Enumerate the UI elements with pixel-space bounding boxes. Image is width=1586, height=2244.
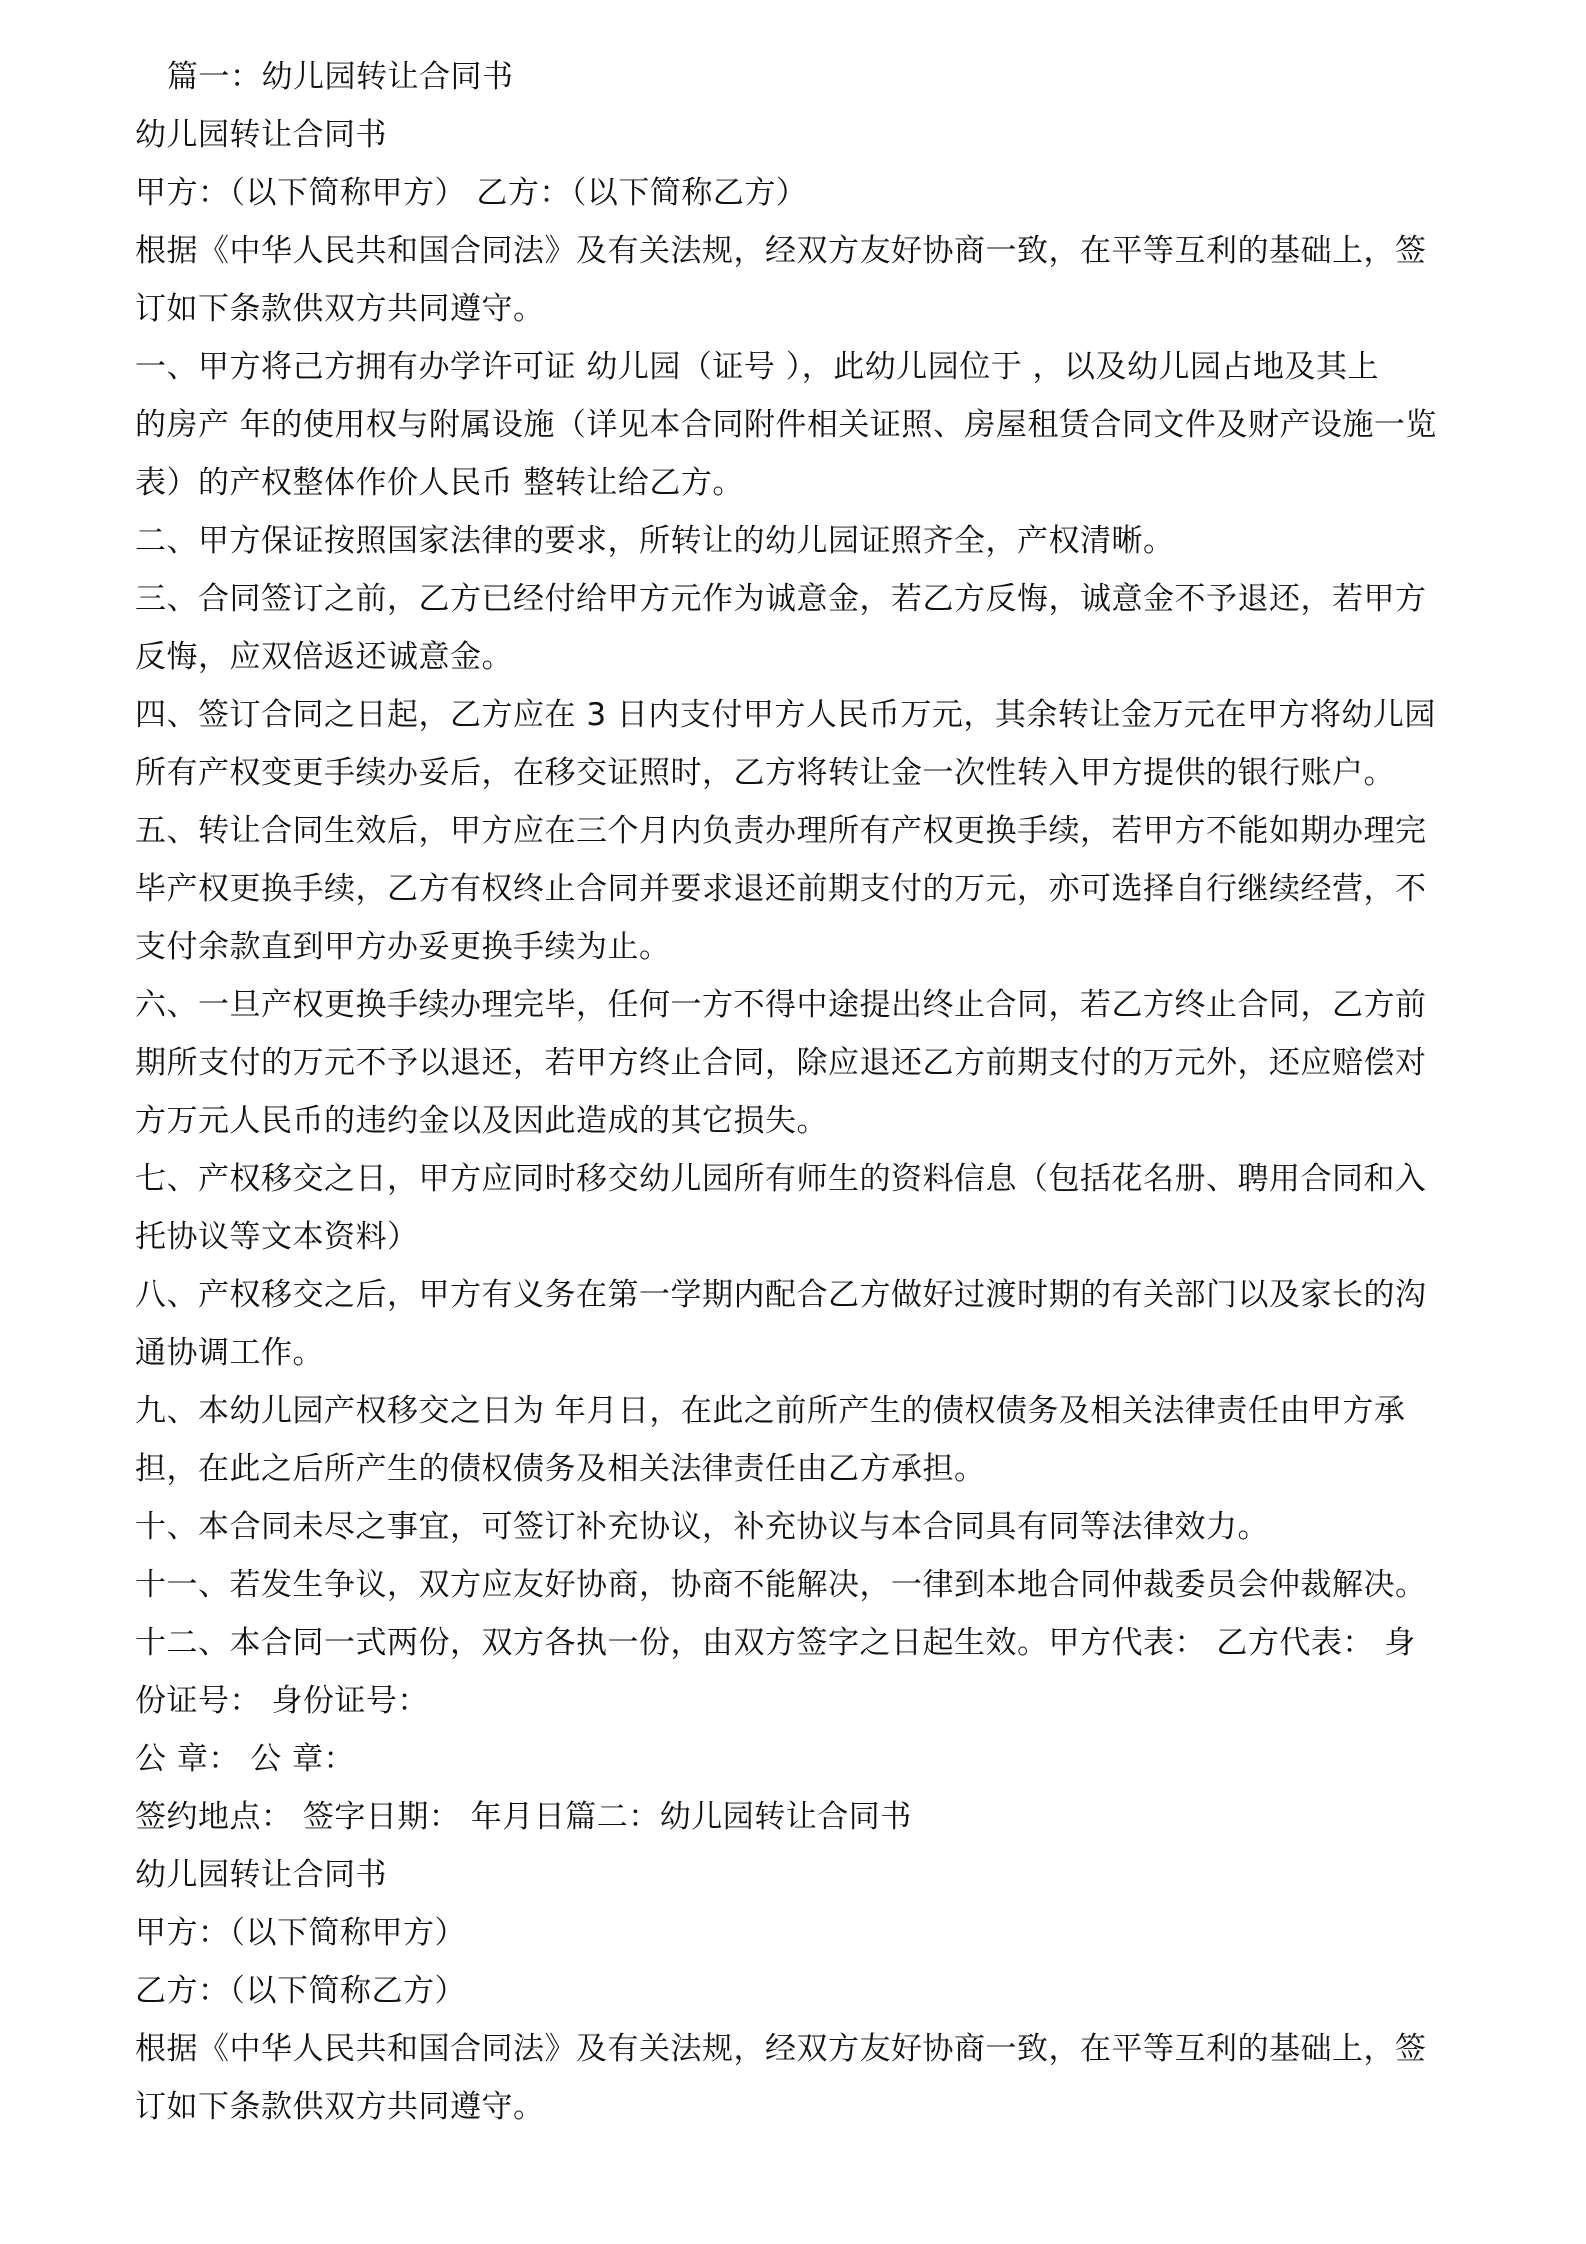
clause-6-line-1: 六、一旦产权更换手续办理完毕，任何一方不得中途提出终止合同，若乙方终止合同，乙方前 <box>135 987 1427 1023</box>
seal-line: 公 章： 公 章： <box>135 1741 356 1777</box>
clause-7-line-1: 七、产权移交之日，甲方应同时移交幼儿园所有师生的资料信息（包括花名册、聘用合同和入 <box>135 1161 1427 1197</box>
clause-6-line-2: 期所支付的万元不予以退还，若甲方终止合同，除应退还乙方前期支付的万元外，还应赔偿对 <box>135 1045 1427 1081</box>
clause-4-line-2: 所有产权变更手续办妥后，在移交证照时，乙方将转让金一次性转入甲方提供的银行账户。 <box>135 755 1395 791</box>
clause-11: 十一、若发生争议，双方应友好协商，协商不能解决，一律到本地合同仲裁委员会仲裁解决。 <box>135 1567 1427 1603</box>
clause-5-line-1: 五、转让合同生效后，甲方应在三个月内负责办理所有产权更换手续，若甲方不能如期办理完 <box>135 813 1427 849</box>
clause-5-line-3: 支付余款直到甲方办妥更换手续为止。 <box>135 929 671 965</box>
clause-8-line-2: 通协调工作。 <box>135 1335 324 1371</box>
contract-text <box>135 48 1455 2136</box>
contract-title: 幼儿园转让合同书 <box>135 117 387 153</box>
clause-12-line-1: 十二、本合同一式两份，双方各执一份，由双方签字之日起生效。甲方代表： 乙方代表： 身 <box>135 1625 1416 1661</box>
clause-7-line-2: 托协议等文本资料） <box>135 1219 419 1255</box>
party-b-line: 乙方：（以下简称乙方） <box>135 1973 466 2009</box>
clause-10: 十、本合同未尽之事宜，可签订补充协议，补充协议与本合同具有同等法律效力。 <box>135 1509 1269 1545</box>
clause-8-line-1: 八、产权移交之后，甲方有义务在第一学期内配合乙方做好过渡时期的有关部门以及家长的沟 <box>135 1277 1427 1313</box>
clause-1-line-3: 表）的产权整体作价人民币 整转让给乙方。 <box>135 465 744 501</box>
preamble-line-2: 订如下条款供双方共同遵守。 <box>135 291 545 327</box>
signing-place-date-line: 签约地点： 签字日期： 年月日篇二：幼儿园转让合同书 <box>135 1799 912 1835</box>
clause-9-line-2: 担，在此之后所产生的债权债务及相关法律责任由乙方承担。 <box>135 1451 986 1487</box>
clause-6-line-3: 方万元人民币的违约金以及因此造成的其它损失。 <box>135 1103 828 1139</box>
preamble-line-1: 根据《中华人民共和国合同法》及有关法规，经双方友好协商一致，在平等互利的基础上，签 <box>135 233 1427 269</box>
contract-title-part-two: 幼儿园转让合同书 <box>135 1857 387 1893</box>
clause-4-line-1: 四、签订合同之日起，乙方应在 3 日内支付甲方人民币万元，其余转让金万元在甲方将幼儿园 <box>135 697 1436 733</box>
clause-2: 二、甲方保证按照国家法律的要求，所转让的幼儿园证照齐全，产权清晰。 <box>135 523 1175 559</box>
preamble-part-two-line-2: 订如下条款供双方共同遵守。 <box>135 2089 545 2125</box>
clause-1-line-2: 的房产 年的使用权与附属设施（详见本合同附件相关证照、房屋租赁合同文件及财产设施一览 <box>135 407 1437 443</box>
preamble-part-two-line-1: 根据《中华人民共和国合同法》及有关法规，经双方友好协商一致，在平等互利的基础上，签 <box>135 2031 1427 2067</box>
clause-1-line-1: 一、甲方将己方拥有办学许可证 幼儿园（证号 ），此幼儿园位于 ，以及幼儿园占地及其上 <box>135 349 1380 385</box>
party-a-line: 甲方：（以下简称甲方） <box>135 1915 466 1951</box>
clause-5-line-2: 毕产权更换手续，乙方有权终止合同并要求退还前期支付的万元，亦可选择自行继续经营，不 <box>135 871 1427 907</box>
clause-3-line-1: 三、合同签订之前，乙方已经付给甲方元作为诚意金，若乙方反悔，诚意金不予退还，若甲方 <box>135 581 1427 617</box>
clause-3-line-2: 反悔，应双倍返还诚意金。 <box>135 639 513 675</box>
clause-9-line-1: 九、本幼儿园产权移交之日为 年月日，在此之前所产生的债权债务及相关法律责任由甲方承 <box>135 1393 1406 1429</box>
clause-12-line-2: 份证号： 身份证号： <box>135 1683 429 1719</box>
section-heading-part-one: 篇一：幼儿园转让合同书 <box>167 59 514 95</box>
parties-line: 甲方：（以下简称甲方） 乙方：（以下简称乙方） <box>135 175 808 211</box>
